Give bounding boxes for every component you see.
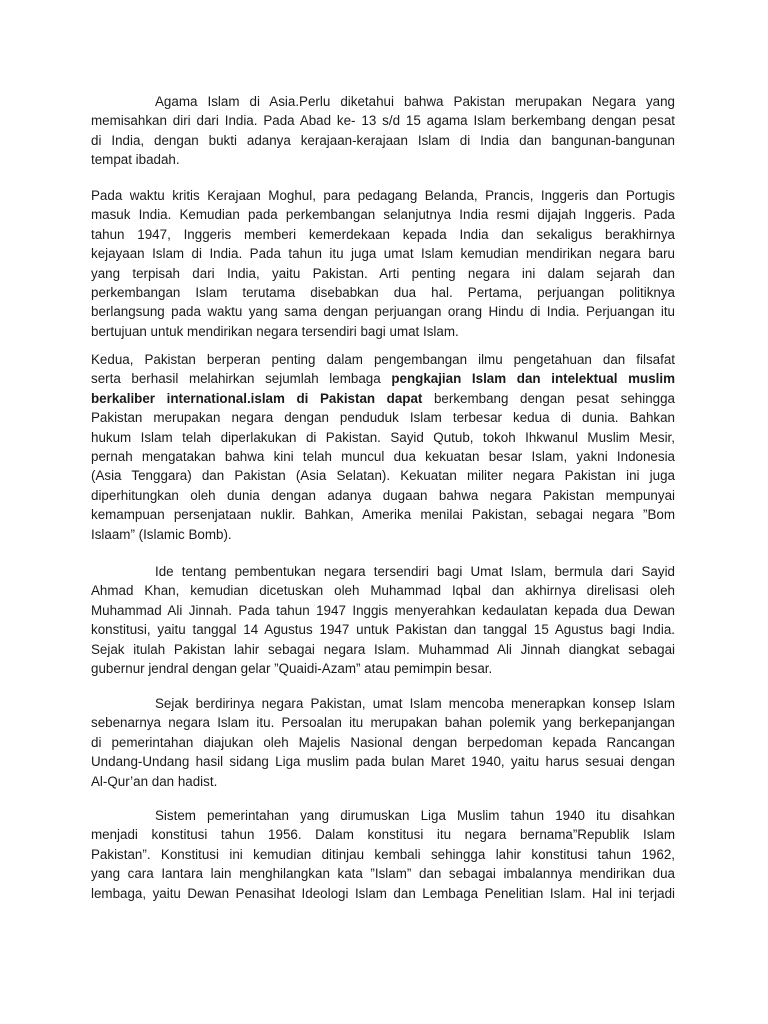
text-line: hukum Islam telah diperlakukan di Pakistan. Sayid Qutub, tokoh Ihkwanul Muslim Mesir, [91,429,675,445]
text-line: Pada waktu kritis Kerajaan Moghul, para pedagang Belanda, Prancis, Inggeris dan Portugis [91,188,675,203]
text-line: masuk India. Kemudian pada perkembangan selanjutnya India resmi dijajah Inggeris. Pada [91,207,675,223]
text-line: Undang-Undang hasil sidang Liga muslim pada bulan Maret 1940, yaitu harus sesuai dengan [91,754,675,770]
text-line: Muhammad Ali Jinnah. Pada tahun 1947 Inggis menyerahkan kedaulatan kepada dua Dewan [91,602,675,618]
text-line: (Asia Tenggara) dan Pakistan (Asia Selatan). Kekuatan militer negara Pakistan ini juga [91,468,675,484]
text-line: yang terpisah dari India, yaitu Pakistan. Arti penting negara ini dalam sejarah dan [91,265,675,281]
text-line: berlangsung pada waktu yang sama dengan perjuangan orang Hindu di India. Perjuangan itu [91,304,675,320]
text-line: Pakistan”. Konstitusi ini kemudian ditinjau kembali sehingga lahir konstitusi tahun 1962, [91,846,675,862]
text-line: kejayaan Islam di India. Pada tahun itu juga umat Islam kemudian mendirikan negara baru [91,246,675,262]
paragraph-pakistan-role [91,350,675,544]
text-line: Al-Qur’an dan hadist. [91,773,218,789]
paragraph-government-system [91,806,675,903]
text-line: yang cara Iantara lain menghilangkan kata ”Islam” dan sebagai imbalannya mendirikan dua [91,866,675,882]
text-line: di India, dengan bukti adanya kerajaan-kerajaan Islam di India dan bangunan-bangunan [91,132,675,148]
text-line: perkembangan Islam terutama disebabkan dua hal. Pertama, perjuangan politiknya [91,284,675,300]
text-line: bertujuan untuk mendirikan negara tersendiri bagi umat Islam. [91,323,459,339]
text-run: serta berhasil melahirkan sejumlah lembaga [91,371,392,387]
text-line: Kedua, Pakistan berperan penting dalam pengembangan ilmu pengetahuan dan filsafat [91,352,675,367]
bold-text-run: berkaliber international.islam di Pakistan dapat [91,390,423,406]
text-line: kemampuan persenjataan nuklir. Bahkan, Amerika menilai Pakistan, sebagai negara ”Bom [91,507,675,523]
text-line: Ide tentang pembentukan negara tersendiri bagi Umat Islam, bermula dari Sayid [155,564,675,579]
paragraph-islam-in-asia [91,92,675,170]
text-line: Islaam” (Islamic Bomb). [91,526,232,542]
text-line: Ahmad Khan, kemudian dicetuskan oleh Muhammad Iqbal dan akhirnya direlisasi oleh [91,583,675,599]
text-line: di pemerintahan diajukan oleh Majelis Nasional dengan berpedoman kepada Rancangan [91,734,675,750]
text-line: Sistem pemerintahan yang dirumuskan Liga Muslim tahun 1940 itu disahkan [155,808,675,823]
text-line: memisahkan diri dari India. Pada Abad ke- 13 s/d 15 agama Islam berkembang dengan pesat [91,113,675,129]
paragraph-moghul-period [91,186,675,341]
text-line: gubernur jendral dengan gelar ”Quaidi-Azam” atau pemimpin besar. [91,660,493,676]
text-line: Sejak berdirinya negara Pakistan, umat Islam mencoba menerapkan konsep Islam [155,696,675,711]
text-line-mixed [91,369,675,388]
text-line: diperhitungkan oleh dunia dengan adanya dugaan bahwa negara Pakistan mempunyai [91,487,675,503]
text-line: lembaga, yaitu Dewan Penasihat Ideologi Islam dan Lembaga Penelitian Islam. Hal ini terjadi [91,885,675,901]
text-line: konstitusi, yaitu tanggal 14 Agustus 1947 untuk Pakistan dan tanggal 15 Agustus bagi India. [91,622,675,638]
text-line-mixed [91,389,675,408]
text-line: Agama Islam di Asia.Perlu diketahui bahwa Pakistan merupakan Negara yang [155,94,675,109]
bold-text-run: pengkajian Islam dan intelektual muslim [391,371,675,387]
text-line: pernah mengatakan bahwa kini telah muncul dua kekuatan besar Islam, yakni Indonesia [91,448,675,464]
text-line: tempat ibadah. [91,152,180,168]
text-line: tahun 1947, Inggeris memberi kemerdekaan kepada India dan sekaligus berakhirnya [91,226,675,242]
text-line: menjadi konstitusi tahun 1956. Dalam konstitusi itu negara bernama”Republik Islam [91,827,675,843]
text-line: Pakistan merupakan negara dengan penduduk Islam terbesar kedua di dunia. Bahkan [91,410,675,426]
text-line: sebenarnya negara Islam itu. Persoalan itu merupakan bahan polemik yang berkepanjangan [91,715,675,731]
paragraph-islamic-concept [91,694,675,791]
text-run: berkembang dengan pesat sehingga [422,390,675,406]
paragraph-state-formation [91,562,675,678]
text-line: Sejak itulah Pakistan lahir sebagai negara Islam. Muhammad Ali Jinnah diangkat sebagai [91,641,675,657]
